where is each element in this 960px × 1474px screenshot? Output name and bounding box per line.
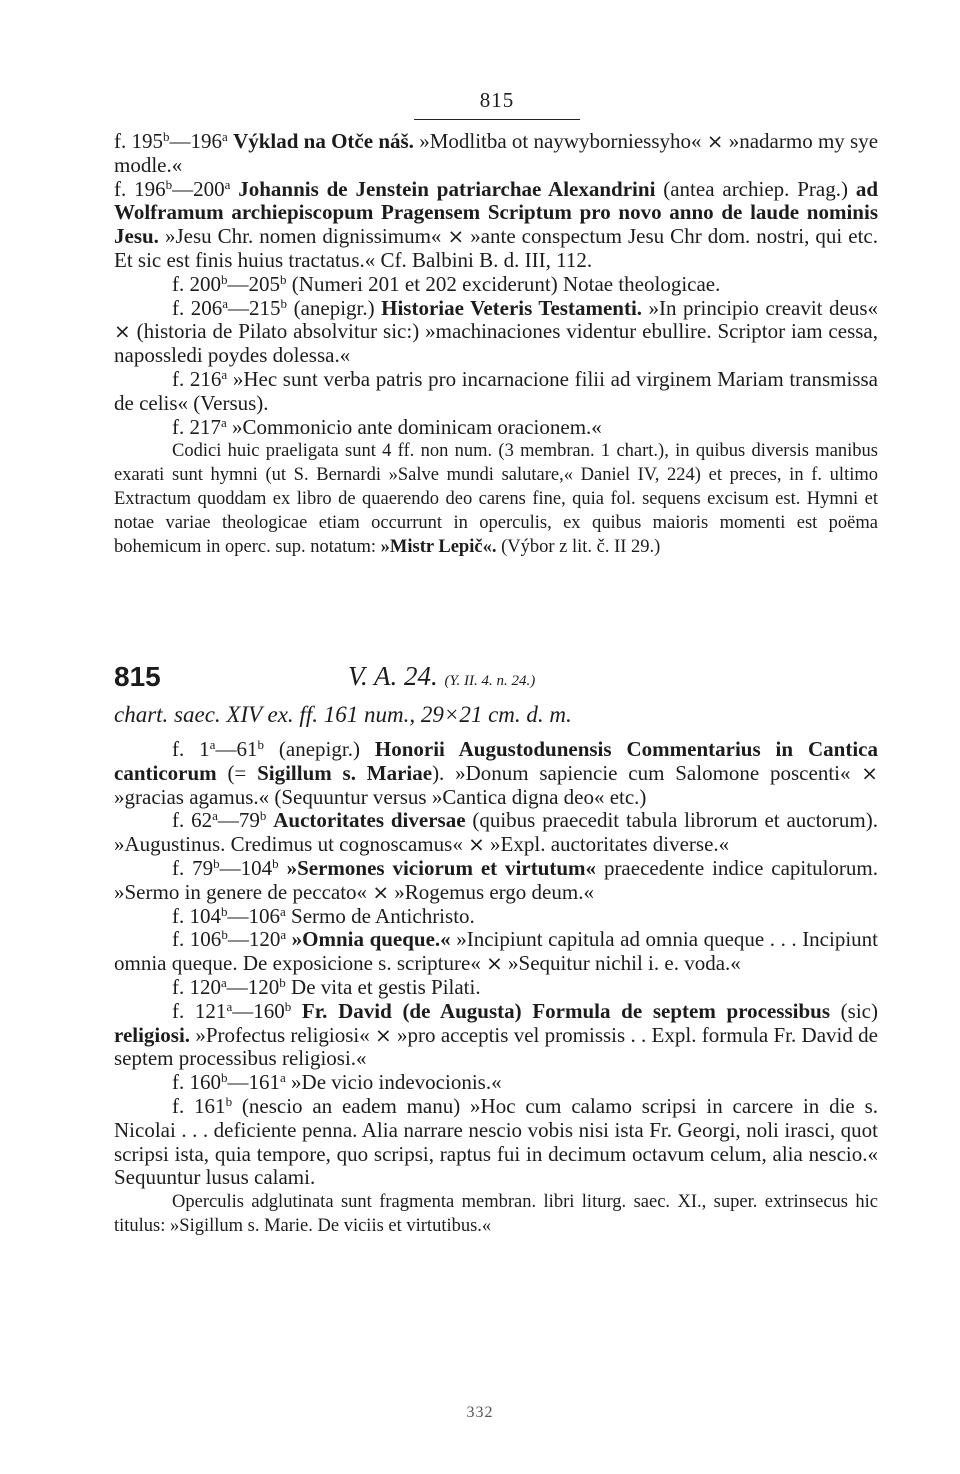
entry-paragraph: f. 104$^b$—106$^a$ Sermo de Antichristo. — [172, 903, 475, 928]
entry-paragraph: f. 120$^a$—120$^b$ De vita et gestis Pilati. — [172, 974, 481, 999]
record-heading — [114, 657, 878, 703]
omission-cross-icon: × — [861, 760, 878, 785]
omission-cross-icon: × — [706, 129, 724, 153]
entry-paragraph: f. 1$^a$—61$^b$ (anepigr.) Honorii Augustodunensis Commentarius in Cantica canticorum (= Sigillum s. Mariae). »Donum sapiencie cum Salomone poscenti« × »gracias agamus.« (Sequuntur versus »Cantica digna deo« etc.) — [114, 736, 878, 809]
entry-paragraph: f. 106$^b$—120$^a$ »Omnia queque.« »Incipiunt capitula ad omnia queque . . . Incipiunt omnia queque. De exposicione s. scripture« × »Sequitur nichil i. e. voda.« — [114, 927, 879, 976]
work-title: ad Wolframum archiepiscopum Pragensem Scriptum pro novo anno de laude nominis Jesu. — [114, 176, 879, 249]
work-title: »Omnia queque.« — [291, 927, 451, 952]
record-815-contents — [114, 738, 878, 1238]
old-shelfmark: (Y. II. 4. n. 24.) — [444, 673, 536, 689]
work-title: Auctoritates diversae — [273, 808, 466, 833]
entry-paragraph: f. 161$^b$ (nescio an eadem manu) »Hoc cum calamo scripsi in carcere in die s. Nicolai . . . deficiente penna. Alia narrare nescio vobis nisi ista Fr. Georgi, noli irasci, quot scripsi ista, quia tempore, quo scripsi, raptus fui in decimum octavum celum, alia nescio.« Sequuntur lusus calami. — [114, 1093, 878, 1190]
omission-cross-icon: × — [468, 832, 485, 857]
work-title: Honorii Augustodunensis Commentarius in Cantica canticorum — [114, 737, 878, 785]
omission-cross-icon: × — [114, 319, 131, 344]
author-name: Johannis de Jenstein patriarchae Alexandrini — [238, 176, 656, 201]
codex-note: Codici huic praeligata sunt 4 ff. non num. (3 membran. 1 chart.), in quibus diversis manibus exarati sunt hymni (ut S. Bernardi »Salve mundi salutare,« Daniel IV, 224) et preces, in f. ultimo Extractum quoddam ex libro de quaerendo deo carens fine, quia fol. sequens excisum est. Hymni et notae variae theologicae etiam occurrunt in operculis, ex quibus maioris momenti est poëma bohemicum in operc. sup. notatum: »Mistr Lepič«. (Výbor z lit. č. II 29.) — [114, 441, 878, 558]
entry-paragraph: f. 160$^b$—161$^a$ »De vicio indevocionis.« — [172, 1070, 502, 1095]
omission-cross-icon: × — [486, 951, 503, 976]
entry-paragraph: f. 195$^b$—196$^a$ Výklad na Otče náš. »Modlitba ot naywyborniessyho« × »nadarmo my sye modle.« — [114, 128, 879, 177]
physical-description: chart. saec. XIV ex. ff. 161 num., 29×21 cm. d. m. — [114, 702, 572, 727]
record-814-continuation — [114, 130, 878, 559]
folio-number: 332 — [466, 1404, 494, 1421]
work-title: Fr. David (de Augusta) Formula de septem processibus — [301, 998, 830, 1023]
entry-paragraph: f. 217$^a$ »Commonicio ante dominicam oracionem.« — [172, 414, 602, 439]
record-number: 815 — [114, 661, 161, 692]
work-title: Výklad na Otče náš. — [233, 129, 414, 153]
work-title: »Sermones viciorum et virtutum« — [286, 855, 597, 880]
entry-paragraph: f. 121$^a$—160$^b$ Fr. David (de Augusta) Formula de septem processibus (sic) religiosi. »Profectus religiosi« × »pro acceptis vel promissis . . Expl. formula Fr. David de septem processibus religiosi.« — [114, 998, 878, 1071]
work-title: Historiae Veteris Testamenti. — [381, 295, 643, 320]
omission-cross-icon: × — [375, 1022, 392, 1047]
entry-paragraph: f. 200$^b$—205$^b$ (Numeri 201 et 202 exciderunt) Notae theologicae. — [172, 271, 721, 296]
entry-paragraph: f. 206$^a$—215$^b$ (anepigr.) Historiae Veteris Testamenti. »In principio creavit deus« × (historia de Pilato absolvitur sic:) »machinaciones videntur ebullire. Scriptor iam cessa, napossledi poydes dolessa.« — [114, 295, 879, 368]
omission-cross-icon: × — [372, 879, 390, 904]
page-number: 815 — [414, 88, 580, 120]
entry-paragraph: f. 62$^a$—79$^b$ Auctoritates diversae (quibus praecedit tabula librorum et auctorum). »Augustinus. Credimus ut cognoscamus« × »Expl. auctoritates diverse.« — [114, 808, 878, 857]
entry-paragraph: f. 216$^a$ »Hec sunt verba patris pro incarnacione filii ad virginem Mariam transmissa de celis« (Versus). — [114, 366, 878, 415]
codex-note: Operculis adglutinata sunt fragmenta membran. libri liturg. saec. XI., super. extrinsecus hic titulus: »Sigillum s. Marie. De viciis et virtutibus.« — [114, 1192, 878, 1237]
entry-paragraph: f. 79$^b$—104$^b$ »Sermones viciorum et virtutum« praecedente indice capitulorum. »Sermo in genere de peccato« × »Rogemus ergo deum.« — [114, 855, 879, 904]
omission-cross-icon: × — [447, 224, 465, 249]
shelfmark: V. A. 24. (Y. II. 4. n. 24.) — [348, 661, 536, 691]
entry-paragraph: f. 196$^b$—200$^a$ Johannis de Jenstein patriarchae Alexandrini (antea archiep. Prag.) ad Wolframum archiepiscopum Pragensem Scriptum pro novo anno de laude nominis Jesu. »Jesu Chr. nomen dignissimum« × »ante conspectum Jesu Chr dom. nostri, qui etc. Et sic est finis huius tractatus.« Cf. Balbini B. d. III, 112. — [114, 176, 879, 272]
